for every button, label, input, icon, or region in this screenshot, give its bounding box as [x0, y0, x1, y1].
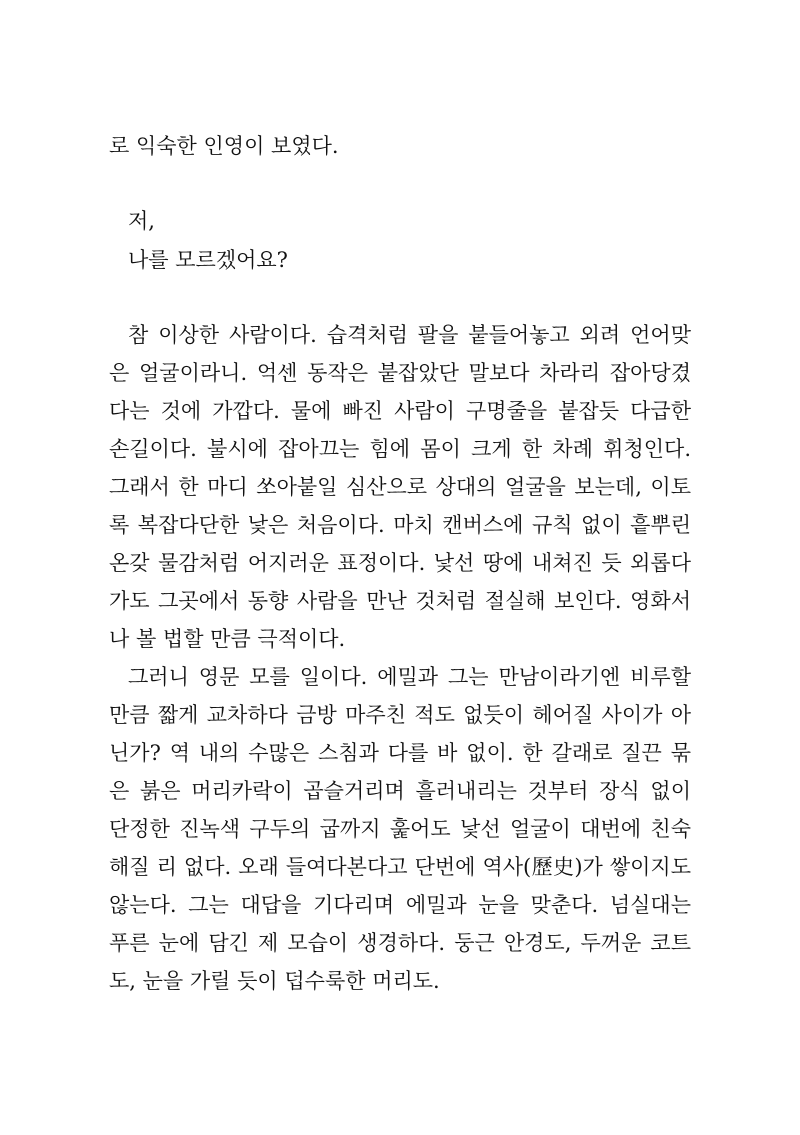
paragraph-line: 록 복잡다단한 낯은 처음이다. 마치 캔버스에 규칙 없이 흩뿌린 — [109, 513, 691, 537]
dialogue-line: 저, — [128, 209, 155, 233]
paragraph-line: 다는 것에 가깝다. 물에 빠진 사람이 구명줄을 붙잡듯 다급한 — [109, 399, 691, 423]
paragraph-line: 은 얼굴이라니. 억센 동작은 붙잡았단 말보다 차라리 잡아당겼 — [109, 361, 691, 385]
text-line: 로 익숙한 인영이 보였다. — [109, 134, 339, 158]
paragraph-line: 참 이상한 사람이다. 습격처럼 팔을 붙들어놓고 외려 언어맞 — [128, 323, 691, 347]
paragraph-line: 나 볼 법할 만큼 극적이다. — [109, 627, 346, 651]
paragraph-line: 그래서 한 마디 쏘아붙일 심산으로 상대의 얼굴을 보는데, 이토 — [109, 475, 691, 499]
paragraph-line: 온갖 물감처럼 어지러운 표정이다. 낯선 땅에 내쳐진 듯 외롭다 — [109, 551, 691, 575]
paragraph-line: 도, 눈을 가릴 듯이 덥수룩한 머리도. — [109, 969, 440, 993]
paragraph-line: 닌가? 역 내의 수많은 스침과 다를 바 없이. 한 갈래로 질끈 묶 — [109, 741, 691, 765]
paragraph-line: 만큼 짧게 교차하다 금방 마주친 적도 없듯이 헤어질 사이가 아 — [109, 703, 691, 727]
paragraph-line: 푸른 눈에 담긴 제 모습이 생경하다. 둥근 안경도, 두꺼운 코트 — [109, 931, 691, 955]
paragraph-line: 가도 그곳에서 동향 사람을 만난 것처럼 절실해 보인다. 영화서 — [109, 589, 691, 613]
paragraph-line: 손길이다. 불시에 잡아끄는 힘에 몸이 크게 한 차례 휘청인다. — [109, 437, 691, 461]
dialogue-line: 나를 모르겠어요? — [128, 248, 288, 272]
paragraph-line: 단정한 진녹색 구두의 굽까지 훑어도 낯선 얼굴이 대번에 친숙 — [109, 817, 691, 841]
paragraph-line: 은 붉은 머리카락이 곱슬거리며 흘러내리는 것부터 장식 없이 — [109, 779, 691, 803]
paragraph-line: 않는다. 그는 대답을 기다리며 에밀과 눈을 맞춘다. 넘실대는 — [109, 893, 691, 917]
paragraph-line: 해질 리 없다. 오래 들여다본다고 단번에 역사(歷史)가 쌓이지도 — [109, 855, 691, 879]
paragraph-line: 그러니 영문 모를 일이다. 에밀과 그는 만남이라기엔 비루할 — [128, 665, 691, 689]
